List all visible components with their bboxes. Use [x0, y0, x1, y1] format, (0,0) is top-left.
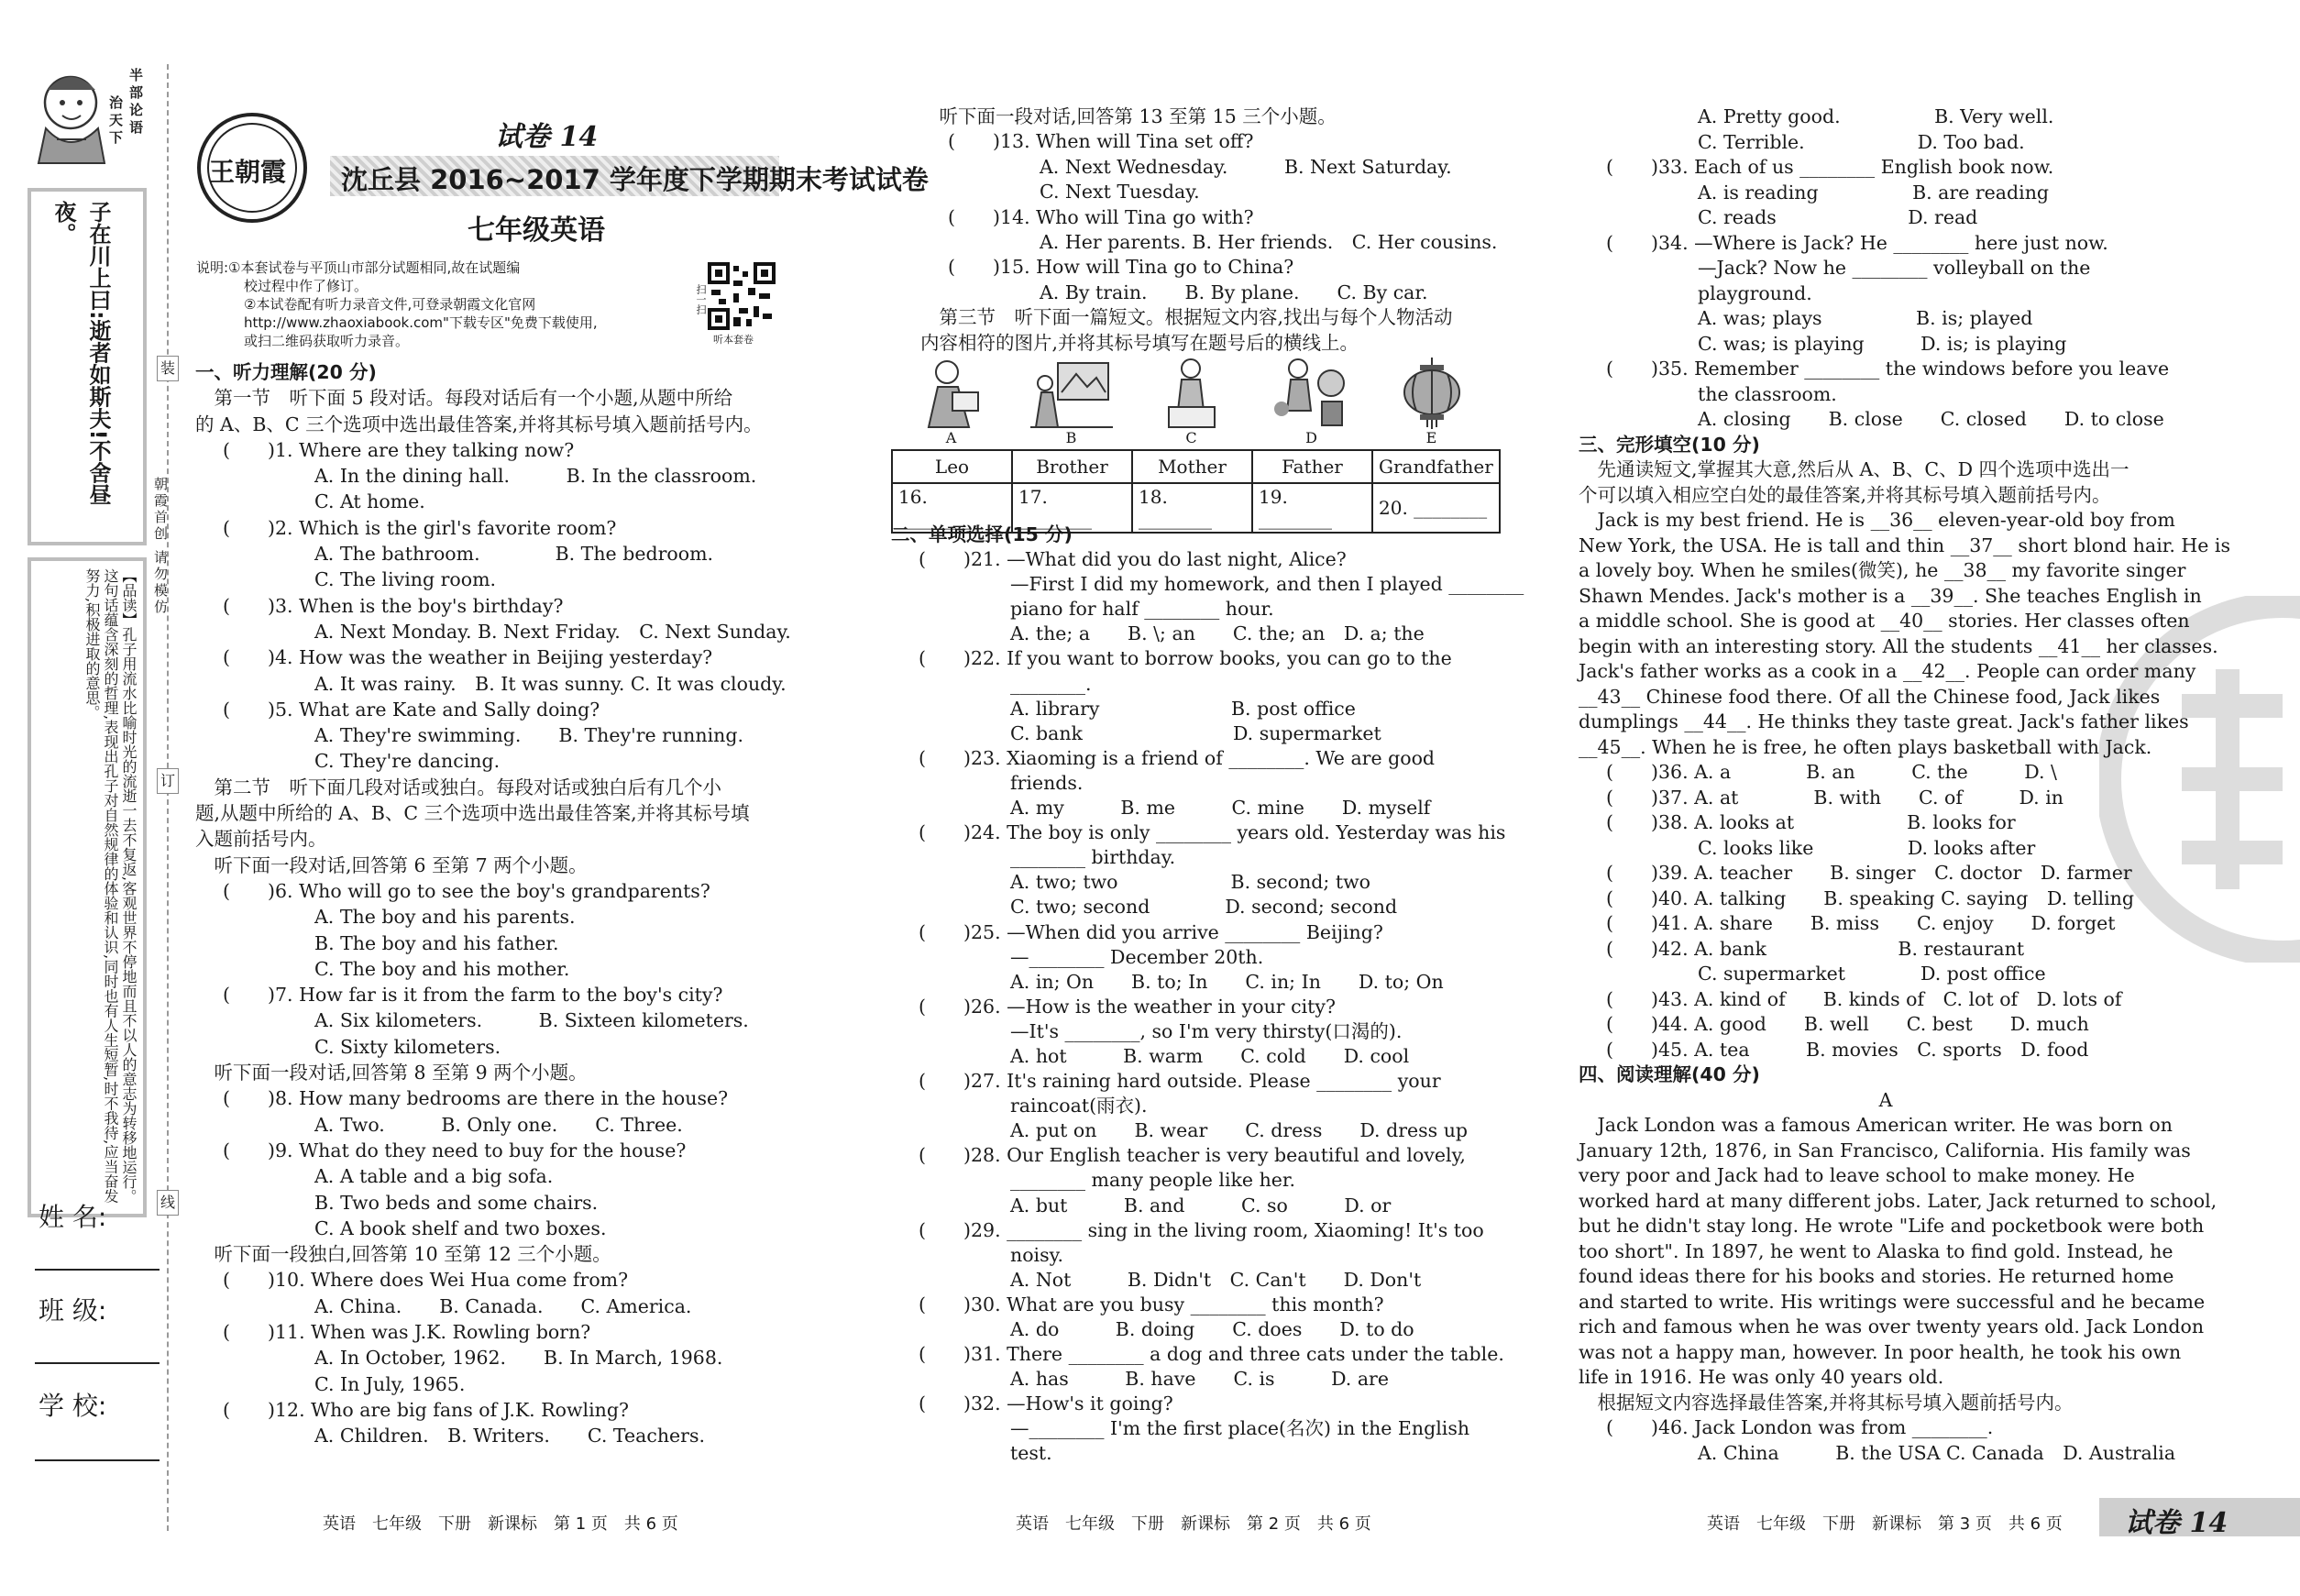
text-line: —________ December 20th.: [1010, 945, 1264, 968]
comment-box: [28, 557, 147, 1217]
text-line: Jack is my best friend. He is __36__ eleven-year-old boy from: [1579, 509, 2175, 531]
question: ( )8. How many bedrooms are there in the house?: [223, 1087, 729, 1110]
picture-d: [1251, 356, 1371, 446]
picture-label: D: [1305, 429, 1317, 446]
text-line: __45__. When he is free, he often plays basketball with Jack.: [1579, 735, 2152, 758]
text-line: C. supermarket D. post office: [1698, 963, 2046, 985]
seal-mark-1: 装: [157, 356, 179, 381]
text-line: C. Next Tuesday.: [1040, 181, 1200, 204]
text-line: playground.: [1698, 281, 1812, 304]
quote-box: [28, 188, 147, 545]
subject-title: 七年级英语: [468, 215, 605, 247]
text-line: C. The living room.: [314, 568, 497, 591]
footer-page-3: 英语 七年级 下册 新课标 第 3 页 共 6 页: [1707, 1514, 2063, 1534]
text-line: found ideas there for his books and stories. He returned home: [1579, 1265, 2174, 1287]
section-heading: 二、单项选择(15 分): [891, 523, 1073, 545]
class-line[interactable]: [35, 1362, 160, 1364]
qr-caption: 听本套卷: [713, 334, 754, 346]
text-line: and started to write. His writings were successful and he became: [1579, 1290, 2206, 1313]
text-line: 听下面一段对话,回答第 6 至第 7 两个小题。: [195, 853, 588, 876]
text-line: too short". In 1897, he went to Alaska to find gold. Instead, he: [1579, 1239, 2173, 1262]
comment-text: 【品读】孔子用流水比喻时光的流逝一去不复返,客观世界不停地而且不以人的意志为转移地运行。这句话蕴含深刻的哲理,表现出孔子对自然规律的体验和认识,同时也有人生短暂,时不我待,应当奋发努力,积极进取的意思。: [83, 568, 138, 1205]
picture-c: [1131, 356, 1251, 446]
text-line: C. two; second D. second; second: [1010, 896, 1398, 919]
text-line: A. Her parents. B. Her friends. C. Her cousins.: [1040, 231, 1498, 254]
question: ( )36. A. a B. an C. the D. \: [1606, 761, 2057, 783]
text-line: A. Pretty good. B. Very well.: [1698, 105, 2054, 127]
text-line: C. They're dancing.: [314, 750, 501, 773]
text-line: A. In the dining hall. B. In the classroom.: [314, 465, 757, 488]
question: ( )11. When was J.K. Rowling born?: [223, 1320, 591, 1343]
class-label: 班 级:: [39, 1295, 107, 1326]
question: ( )21. —What did you do last night, Alice?: [919, 548, 1347, 571]
question: ( )6. Who will go to see the boy's grandparents?: [223, 879, 710, 902]
text-line: A. library B. post office: [1010, 697, 1356, 720]
question: ( )9. What do they need to buy for the house?: [223, 1139, 687, 1161]
question: ( )24. The boy is only ________ years old. Yesterday was his: [919, 821, 1506, 844]
picture-a: [891, 356, 1011, 446]
text-line: A. put on B. wear C. dress D. dress up: [1010, 1119, 1469, 1142]
text-line: 听下面一段对话,回答第 13 至第 15 三个小题。: [920, 105, 1337, 127]
section-heading: 三、完形填空(10 分): [1579, 433, 1760, 456]
text-line: A. was; plays B. is; played: [1698, 307, 2033, 329]
exam-note: [196, 259, 598, 350]
question: ( )31. There ________ a dog and three cats under the table.: [919, 1343, 1504, 1366]
question: ( )27. It's raining hard outside. Please ________ your: [919, 1070, 1441, 1093]
answer-blank[interactable]: 20. ________: [1372, 483, 1500, 533]
text-line: 第二节 听下面几段对话或独白。每段对话或独白后有几个小: [195, 776, 721, 798]
text-line: piano for half ________ hour.: [1010, 598, 1274, 621]
footer-page-2: 英语 七年级 下册 新课标 第 2 页 共 6 页: [1016, 1514, 1371, 1534]
question: ( )12. Who are big fans of J.K. Rowling?: [223, 1398, 629, 1421]
text-line: a middle school. She is good at __40__ stories. Her classes often: [1579, 610, 2190, 632]
match-table-wrap: [891, 449, 1501, 534]
answer-blank[interactable]: 18. ________: [1132, 483, 1252, 533]
answer-blank[interactable]: 19. ________: [1252, 483, 1372, 533]
text-line: 内容相符的图片,并将其标号填写在题号后的横线上。: [920, 331, 1359, 354]
text-line: worked hard at many different jobs. Later, Jack returned to school,: [1579, 1189, 2217, 1212]
watermark-seal-icon: [2099, 596, 2300, 963]
text-line: New York, the USA. He is tall and thin __37__ short blond hair. He is: [1579, 534, 2230, 556]
footer-page-1: 英语 七年级 下册 新课标 第 1 页 共 6 页: [323, 1514, 678, 1534]
text-line: 入题前括号内。: [195, 828, 327, 851]
table-header-cell: Father: [1252, 450, 1372, 483]
text-line: A. but B. and C. so D. or: [1010, 1194, 1392, 1216]
name-label: 姓 名:: [39, 1202, 107, 1232]
text-line: raincoat(雨衣).: [1010, 1095, 1148, 1117]
exam-title: 沈丘县 2016~2017 学年度下学期期末考试试卷: [341, 164, 929, 195]
text-line: C. Terrible. D. Too bad.: [1698, 130, 2025, 153]
gardening-person-icon: [1271, 356, 1353, 429]
paper-number: 试卷 14: [495, 121, 599, 153]
painting-scene-icon: [1030, 356, 1113, 429]
text-line: very poor and Jack had to leave school to make money. He: [1579, 1164, 2135, 1186]
text-line: A. In October, 1962. B. In March, 1968.: [314, 1347, 723, 1370]
text-line: A. Next Monday. B. Next Friday. C. Next Sunday.: [314, 620, 791, 643]
table-header-cell: Leo: [892, 450, 1012, 483]
text-line: A. Six kilometers. B. Sixteen kilometers.: [314, 1009, 749, 1032]
text-line: life in 1916. He was only 40 years old.: [1579, 1366, 1944, 1388]
question: ( )4. How was the weather in Beijing yesterday?: [223, 646, 713, 669]
text-line: C. At home.: [314, 490, 425, 513]
text-line: A. closing B. close C. closed D. to close: [1698, 408, 2164, 430]
school-line[interactable]: [35, 1459, 160, 1461]
text-line: A. in; On B. to; In C. in; In D. to; On: [1010, 970, 1444, 993]
slogan: 朝霞首创 请勿模仿: [152, 477, 169, 616]
text-line: C. was; is playing D. is; is playing: [1698, 332, 2067, 355]
note-line: http://www.zhaoxiabook.com"下载专区"免费下载使用,: [244, 314, 598, 331]
text-line: a lovely boy. When he smiles(微笑), he __38__ my favorite singer: [1579, 559, 2186, 581]
picture-label: E: [1425, 429, 1437, 446]
text-line: test.: [1010, 1442, 1052, 1465]
text-line: C. Sixty kilometers.: [314, 1035, 501, 1058]
question: ( )13. When will Tina set off?: [948, 130, 1254, 153]
column-1: [195, 359, 809, 1448]
text-line: 个可以填入相应空白处的最佳答案,并将其标号填入题前括号内。: [1579, 483, 2111, 506]
text-line: C. reads D. read: [1698, 206, 1978, 228]
seal-mark-3: 线: [157, 1190, 179, 1216]
answer-blank[interactable]: 16. ________: [892, 483, 1012, 533]
text-line: January 12th, 1876, in San Francisco, California. His family was: [1579, 1139, 2191, 1161]
question: ( )34. —Where is Jack? He ________ here just now.: [1606, 231, 2108, 254]
picture-e: [1371, 356, 1491, 446]
text-line: Jack's father works as a cook in a __42__. People can order many: [1579, 660, 2196, 682]
question: ( )41. A. share B. miss C. enjoy D. forget: [1606, 912, 2116, 934]
note-line: 或扫二维码获取听力录音。: [244, 333, 410, 349]
text-line: C. looks like D. looks after: [1698, 836, 2036, 859]
text-line: A. The boy and his parents.: [314, 906, 576, 929]
text-line: A. Not B. Didn't C. Can't D. Don't: [1010, 1268, 1422, 1291]
question: ( )14. Who will Tina go with?: [948, 205, 1254, 228]
text-line: A. has B. have C. is D. are: [1010, 1368, 1389, 1391]
table-header-cell: Mother: [1132, 450, 1252, 483]
question: ( )40. A. talking B. speaking C. saying D. telling: [1606, 886, 2134, 909]
text-line: A. The bathroom. B. The bedroom.: [314, 543, 714, 566]
question: ( )26. —How is the weather in your city?: [919, 995, 1336, 1018]
match-table: [891, 449, 1501, 534]
question: ( )2. Which is the girl's favorite room?: [223, 516, 617, 539]
question: ( )42. A. bank B. restaurant: [1606, 937, 2025, 960]
cooking-person-icon: [1150, 356, 1233, 429]
text-line: A. China B. the USA C. Canada D. Australia: [1698, 1441, 2176, 1464]
text-line: A. By train. B. By plane. C. By car.: [1040, 281, 1428, 303]
lantern-icon: [1391, 356, 1473, 429]
text-line: —________ I'm the first place(名次) in the English: [1010, 1417, 1470, 1440]
question: ( )35. Remember ________ the windows before you leave: [1606, 358, 2170, 380]
question: ( )28. Our English teacher is very beautiful and lovely,: [919, 1144, 1466, 1167]
text-line: —Jack? Now he ________ volleyball on the: [1698, 257, 2091, 279]
seal-line: [167, 64, 169, 1531]
motto-label-2: 治天下: [107, 95, 124, 148]
question: ( )37. A. at B. with C. of D. in: [1606, 786, 2063, 809]
quote-text: 子在川上曰:逝者如斯夫!不舍昼夜。: [50, 201, 111, 506]
question: ( )43. A. kind of B. kinds of C. lot of D. lots of: [1606, 987, 2122, 1010]
text-line: —First I did my homework, and then I played ________: [1010, 573, 1524, 596]
column-2-bottom: [891, 523, 1524, 1467]
text-line: 第一节 听下面 5 段对话。每段对话后有一个小题,从题中所给: [195, 387, 733, 410]
text-line: ________.: [1010, 672, 1092, 695]
question: ( )38. A. looks at B. looks for: [1606, 811, 2016, 833]
picture-row: [891, 356, 1496, 446]
school-label: 学 校:: [39, 1391, 107, 1421]
question: ( )5. What are Kate and Sally doing?: [223, 698, 600, 721]
reading-person-icon: [910, 356, 993, 429]
picture-b: [1011, 356, 1131, 446]
text-line: 先通读短文,掌握其大意,然后从 A、B、C、D 四个选项中选出一: [1579, 458, 2129, 480]
text-line: begin with an interesting story. All the students __41__ her classes.: [1579, 634, 2218, 657]
column-2-top: [920, 105, 1507, 356]
text-line: __43__ Chinese food there. Of all the Chinese food, Jack likes: [1579, 685, 2161, 708]
text-line: A: [1878, 1088, 1893, 1111]
text-line: A. two; two B. second; two: [1010, 871, 1370, 894]
text-line: A. my B. me C. mine D. myself: [1010, 797, 1431, 820]
text-line: 第三节 听下面一篇短文。根据短文内容,找出与每个人物活动: [920, 306, 1453, 329]
text-line: friends.: [1010, 771, 1084, 794]
text-line: the classroom.: [1698, 382, 1837, 405]
answer-blank[interactable]: 17. ________: [1012, 483, 1132, 533]
text-line: noisy.: [1010, 1243, 1063, 1266]
note-line: ②本试卷配有听力录音文件,可登录朝霞文化官网: [244, 296, 536, 313]
text-line: A. Two. B. Only one. C. Three.: [314, 1113, 683, 1136]
text-line: 听下面一段对话,回答第 8 至第 9 两个小题。: [195, 1062, 588, 1084]
question: ( )32. —How's it going?: [919, 1392, 1173, 1415]
text-line: 根据短文内容选择最佳答案,并将其标号填入题前括号内。: [1579, 1391, 2074, 1414]
name-line[interactable]: [35, 1269, 160, 1271]
question: ( )39. A. teacher B. singer C. doctor D. farmer: [1606, 862, 2132, 884]
question: ( )22. If you want to borrow books, you can go to the: [919, 647, 1452, 670]
question: ( )15. How will Tina go to China?: [948, 256, 1294, 279]
text-line: ________ birthday.: [1010, 846, 1176, 869]
question: ( )46. Jack London was from ________.: [1606, 1416, 1994, 1438]
table-header-cell: Brother: [1012, 450, 1132, 483]
text-line: C. A book shelf and two boxes.: [314, 1216, 607, 1239]
note-line: 校过程中作了修订。: [244, 278, 369, 294]
text-line: Jack London was a famous American writer. He was born on: [1579, 1114, 2173, 1136]
text-line: dumplings __44__. He thinks they taste great. Jack's father likes: [1579, 710, 2189, 732]
text-line: C. The boy and his mother.: [314, 957, 570, 980]
question: ( )29. ________ sing in the living room, Xiaoming! It's too: [919, 1218, 1484, 1241]
question: ( )7. How far is it from the farm to the boy's city?: [223, 984, 723, 1007]
question: ( )44. A. good B. well C. best D. much: [1606, 1013, 2089, 1035]
question: ( )25. —When did you arrive ________ Beijing?: [919, 920, 1383, 943]
text-line: A. Next Wednesday. B. Next Saturday.: [1040, 155, 1452, 178]
question: ( )33. Each of us ________ English book now.: [1606, 156, 2054, 178]
section-heading: 一、听力理解(20 分): [195, 361, 377, 383]
picture-label: C: [1185, 429, 1197, 446]
text-line: C. In July, 1965.: [314, 1372, 466, 1395]
picture-label: A: [945, 429, 957, 446]
text-line: 题,从题中所给的 A、B、C 三个选项中选出最佳答案,并将其标号填: [195, 802, 750, 825]
question: ( )30. What are you busy ________ this month?: [919, 1293, 1384, 1315]
text-line: A. is reading B. are reading: [1698, 181, 2050, 204]
text-line: but he didn't stay long. He wrote "Life and pocketbook were both: [1579, 1215, 2205, 1237]
logo-text: 王朝霞: [209, 157, 287, 187]
text-line: A. They're swimming. B. They're running.: [314, 724, 743, 747]
text-line: B. The boy and his father.: [314, 931, 559, 954]
section-heading: 四、阅读理解(40 分): [1579, 1063, 1760, 1085]
text-line: A. China. B. Canada. C. America.: [314, 1294, 692, 1317]
question: ( )3. When is the boy's birthday?: [223, 594, 564, 617]
table-header-cell: Grandfather: [1372, 450, 1500, 483]
question: ( )1. Where are they talking now?: [223, 438, 575, 461]
text-line: 听下面一段独白,回答第 10 至第 12 三个小题。: [195, 1243, 611, 1266]
sidebar: [28, 64, 169, 1467]
text-line: —It's ________, so I'm very thirsty(口渴的).: [1010, 1019, 1403, 1042]
text-line: A. do B. doing C. does D. to do: [1010, 1318, 1414, 1340]
text-line: A. It was rainy. B. It was sunny. C. It was cloudy.: [314, 672, 787, 695]
footer-badge: 试卷 14: [2125, 1507, 2228, 1539]
text-line: B. Two beds and some chairs.: [314, 1191, 599, 1214]
text-line: A. Children. B. Writers. C. Teachers.: [314, 1425, 705, 1447]
question: ( )45. A. tea B. movies C. sports D. food: [1606, 1038, 2089, 1061]
text-line: was not a happy man, however. In poor health, he took his own: [1579, 1340, 2182, 1363]
note-line: 说明:①本套试卷与平顶山市部分试题相同,故在试题编: [196, 259, 521, 276]
picture-label: B: [1065, 429, 1077, 446]
text-line: A. A table and a big sofa.: [314, 1165, 554, 1188]
text-line: C. bank D. supermarket: [1010, 721, 1381, 744]
question: ( )23. Xiaoming is a friend of ________. We are good: [919, 746, 1436, 769]
text-line: rich and famous when he was over twenty years old. Jack London: [1579, 1315, 2205, 1337]
qr-side-label: 扫一扫: [695, 284, 707, 314]
motto-label: 半部论语: [127, 68, 144, 138]
text-line: A. the; a B. \; an C. the; an D. a; the: [1010, 622, 1425, 645]
qr-code-icon[interactable]: [708, 262, 776, 330]
seal-mark-2: 订: [157, 768, 179, 794]
text-line: 的 A、B、C 三个选项中选出最佳答案,并将其标号填入题前括号内。: [195, 413, 763, 435]
text-line: A. hot B. warm C. cold D. cool: [1010, 1044, 1410, 1067]
text-line: Shawn Mendes. Jack's mother is a __39__. She teaches English in: [1579, 584, 2202, 607]
question: ( )10. Where does Wei Hua come from?: [223, 1269, 629, 1292]
text-line: ________ many people like her.: [1010, 1169, 1295, 1192]
